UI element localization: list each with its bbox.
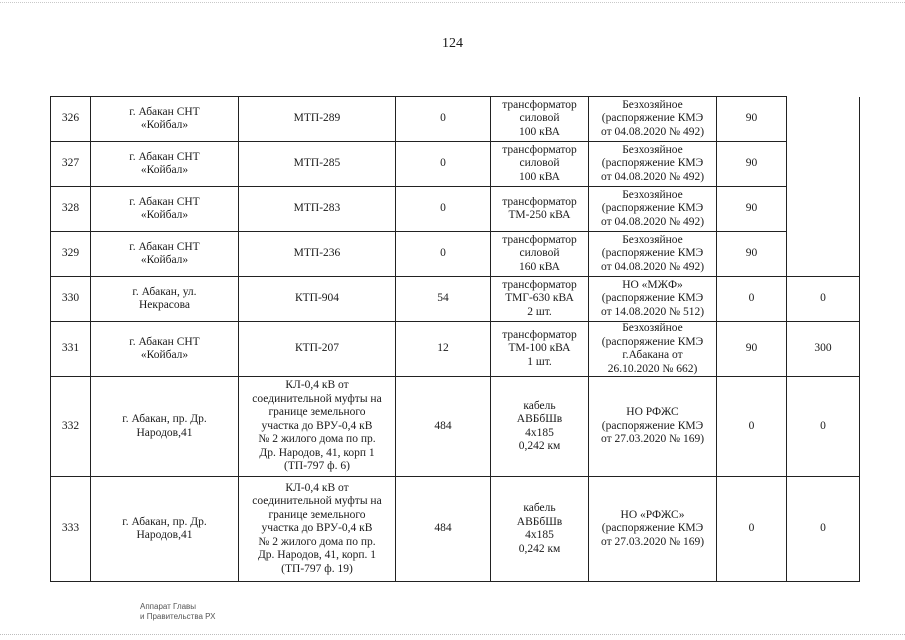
cell-line: соединительной муфты на: [252, 495, 382, 508]
stamp-line: и Правительства РХ: [140, 612, 216, 621]
table-row: [51, 477, 860, 582]
object-cell: [239, 377, 396, 477]
cell-line: трансформатор: [502, 278, 577, 291]
registry-table: [50, 96, 860, 582]
cell-line: 100 кВА: [519, 170, 560, 183]
value-cell-7: 90: [717, 97, 787, 142]
cell-line: г. Абакан СНТ: [129, 240, 200, 253]
cell-line: «Койбал»: [140, 209, 189, 221]
object-cell: [239, 322, 396, 377]
value-cell-8: 0: [787, 477, 860, 582]
value-cell-7: 90: [717, 232, 787, 277]
equipment-cell: [491, 232, 589, 277]
stamp-line: Аппарат Главы: [140, 602, 197, 611]
length-cell: 54: [396, 277, 491, 322]
row-number-cell: 330: [51, 277, 91, 322]
value-cell-7: 90: [717, 142, 787, 187]
table-row: [51, 277, 860, 322]
object-cell: [239, 277, 396, 322]
object-cell: [239, 142, 396, 187]
value-cell-8: 0: [787, 377, 860, 477]
length-cell: 484: [396, 477, 491, 582]
row-number-cell: 332: [51, 377, 91, 477]
cell-line: 100 кВА: [519, 125, 560, 138]
owner-cell: [589, 322, 717, 377]
cell-line: г. Абакан, пр. Др.: [122, 515, 207, 528]
scan-edge-bottom: [0, 634, 905, 636]
row-number-cell: 326: [51, 97, 91, 142]
owner-cell: [589, 232, 717, 277]
cell-line: № 2 жилого дома по пр.: [258, 535, 376, 548]
cell-line: Безхозяйное: [622, 188, 683, 201]
table-row: [51, 377, 860, 477]
cell-line: (распоряжение КМЭ: [601, 112, 704, 125]
address-cell: [91, 187, 239, 232]
cell-line: (ТП-797 ф. 19): [281, 562, 353, 575]
equipment-cell: [491, 277, 589, 322]
object-cell: [239, 232, 396, 277]
owner-cell: [589, 477, 717, 582]
cell-line: (распоряжение КМЭ: [601, 419, 704, 432]
cell-line: от 14.08.2020 № 512): [600, 305, 705, 318]
cell-line: силовой: [519, 157, 560, 170]
value-cell-8: 0: [787, 277, 860, 322]
cell-line: силовой: [519, 247, 560, 260]
equipment-cell: [491, 377, 589, 477]
cell-line: № 2 жилого дома по пр.: [258, 433, 376, 446]
cell-line: г. Абакан СНТ: [129, 335, 200, 348]
cell-line: трансформатор: [502, 328, 577, 341]
cell-line: участка до ВРУ-0,4 кВ: [261, 419, 373, 432]
row-number-cell: 327: [51, 142, 91, 187]
length-cell: 484: [396, 377, 491, 477]
cell-line: НО «МЖФ»: [622, 278, 683, 291]
cell-line: г. Абакан СНТ: [129, 150, 200, 163]
cell-line: г.Абакана от: [622, 349, 683, 361]
owner-cell: [589, 277, 717, 322]
office-stamp: [140, 602, 260, 622]
owner-cell: [589, 377, 717, 477]
table-row: [51, 142, 860, 187]
length-cell: 0: [396, 187, 491, 232]
cell-line: КЛ-0,4 кВ от: [285, 379, 349, 392]
cell-line: г. Абакан, пр. Др.: [122, 413, 207, 425]
table-row: [51, 187, 860, 232]
cell-line: НО РФЖС: [626, 406, 679, 419]
row-number-cell: 328: [51, 187, 91, 232]
cell-line: 4х185: [525, 426, 554, 439]
object-cell: [239, 187, 396, 232]
cell-line: ТМ-250 кВА: [508, 209, 571, 221]
owner-cell: [589, 97, 717, 142]
address-cell: [91, 377, 239, 477]
value-cell-8: [787, 97, 860, 142]
row-number-cell: 331: [51, 322, 91, 377]
cell-line: МТП-289: [293, 112, 341, 125]
table-row: [51, 322, 860, 377]
owner-cell: [589, 142, 717, 187]
cell-line: 0,242 км: [518, 440, 561, 452]
cell-line: Др. Народов, 41, корп 1: [259, 446, 375, 459]
cell-line: Народов,41: [136, 426, 193, 439]
cell-line: 26.10.2020 № 662): [607, 362, 698, 375]
cell-line: Др. Народов, 41, корп. 1: [257, 549, 377, 562]
cell-line: Некрасова: [138, 299, 191, 311]
equipment-cell: [491, 187, 589, 232]
cell-line: 0,242 км: [518, 542, 561, 555]
cell-line: (ТП-797 ф. 6): [284, 460, 350, 473]
value-cell-8: 300: [787, 322, 860, 377]
address-cell: [91, 232, 239, 277]
cell-line: от 04.08.2020 № 492): [600, 215, 705, 228]
cell-line: КТП-207: [294, 342, 340, 355]
cell-line: Безхозяйное: [622, 98, 683, 111]
cell-line: от 04.08.2020 № 492): [600, 260, 705, 273]
value-cell-8: [787, 187, 860, 232]
cell-line: ТМГ-630 кВА: [505, 292, 574, 305]
cell-line: трансформатор: [502, 143, 577, 156]
cell-line: Безхозяйное: [622, 143, 683, 156]
address-cell: [91, 322, 239, 377]
cell-line: МТП-236: [293, 247, 341, 260]
cell-line: «Койбал»: [140, 164, 189, 176]
cell-line: от 27.03.2020 № 169): [600, 535, 705, 548]
cell-line: (распоряжение КМЭ: [601, 522, 704, 535]
cell-line: ТМ-100 кВА: [508, 342, 571, 355]
cell-line: КЛ-0,4 кВ от: [285, 481, 349, 494]
cell-line: от 04.08.2020 № 492): [600, 170, 705, 183]
cell-line: Безхозяйное: [622, 322, 683, 334]
cell-line: (распоряжение КМЭ: [601, 157, 704, 170]
cell-line: трансформатор: [502, 98, 577, 111]
address-cell: [91, 142, 239, 187]
cell-line: «Койбал»: [140, 349, 189, 361]
cell-line: силовой: [519, 112, 560, 125]
cell-line: границе земельного: [268, 406, 366, 419]
cell-line: участка до ВРУ-0,4 кВ: [261, 522, 373, 535]
cell-line: кабель: [523, 399, 556, 412]
cell-line: «Койбал»: [140, 119, 189, 131]
value-cell-7: 0: [717, 477, 787, 582]
cell-line: Народов,41: [136, 529, 193, 541]
cell-line: МТП-283: [293, 202, 341, 215]
equipment-cell: [491, 142, 589, 187]
value-cell-8: [787, 142, 860, 187]
table-row: [51, 232, 860, 277]
cell-line: «Койбал»: [140, 254, 189, 266]
cell-line: АВБбШв: [516, 515, 563, 528]
cell-line: 2 шт.: [527, 305, 552, 318]
cell-line: трансформатор: [502, 195, 577, 208]
cell-line: КТП-904: [294, 292, 340, 305]
cell-line: трансформатор: [502, 233, 577, 246]
cell-line: Безхозяйное: [622, 233, 683, 246]
length-cell: 12: [396, 322, 491, 377]
page-number: 124: [442, 36, 463, 51]
cell-line: 160 кВА: [519, 260, 560, 273]
cell-line: г. Абакан СНТ: [129, 105, 200, 118]
value-cell-7: 0: [717, 277, 787, 322]
cell-line: 1 шт.: [527, 355, 552, 368]
object-cell: [239, 477, 396, 582]
address-cell: [91, 277, 239, 322]
owner-cell: [589, 187, 717, 232]
length-cell: 0: [396, 232, 491, 277]
address-cell: [91, 97, 239, 142]
cell-line: (распоряжение КМЭ: [601, 335, 704, 348]
row-number-cell: 333: [51, 477, 91, 582]
cell-line: АВБбШв: [516, 413, 563, 425]
cell-line: (распоряжение КМЭ: [601, 292, 704, 305]
cell-line: границе земельного: [268, 508, 366, 521]
cell-line: МТП-285: [293, 157, 341, 170]
value-cell-8: [787, 232, 860, 277]
length-cell: 0: [396, 97, 491, 142]
cell-line: кабель: [523, 502, 556, 514]
length-cell: 0: [396, 142, 491, 187]
equipment-cell: [491, 322, 589, 377]
cell-line: (распоряжение КМЭ: [601, 202, 704, 215]
scan-edge-top: [0, 2, 905, 4]
cell-line: г. Абакан СНТ: [129, 195, 200, 208]
value-cell-7: 0: [717, 377, 787, 477]
cell-line: соединительной муфты на: [252, 392, 382, 405]
cell-line: от 27.03.2020 № 169): [600, 433, 705, 446]
address-cell: [91, 477, 239, 582]
row-number-cell: 329: [51, 232, 91, 277]
cell-line: 4х185: [525, 529, 554, 541]
cell-line: НО «РФЖС»: [620, 508, 685, 521]
object-cell: [239, 97, 396, 142]
table-row: [51, 97, 860, 142]
value-cell-7: 90: [717, 187, 787, 232]
value-cell-7: 90: [717, 322, 787, 377]
table-body: [51, 97, 860, 582]
equipment-cell: [491, 97, 589, 142]
cell-line: г. Абакан, ул.: [132, 285, 197, 298]
cell-line: (распоряжение КМЭ: [601, 247, 704, 260]
equipment-cell: [491, 477, 589, 582]
cell-line: от 04.08.2020 № 492): [600, 125, 705, 138]
